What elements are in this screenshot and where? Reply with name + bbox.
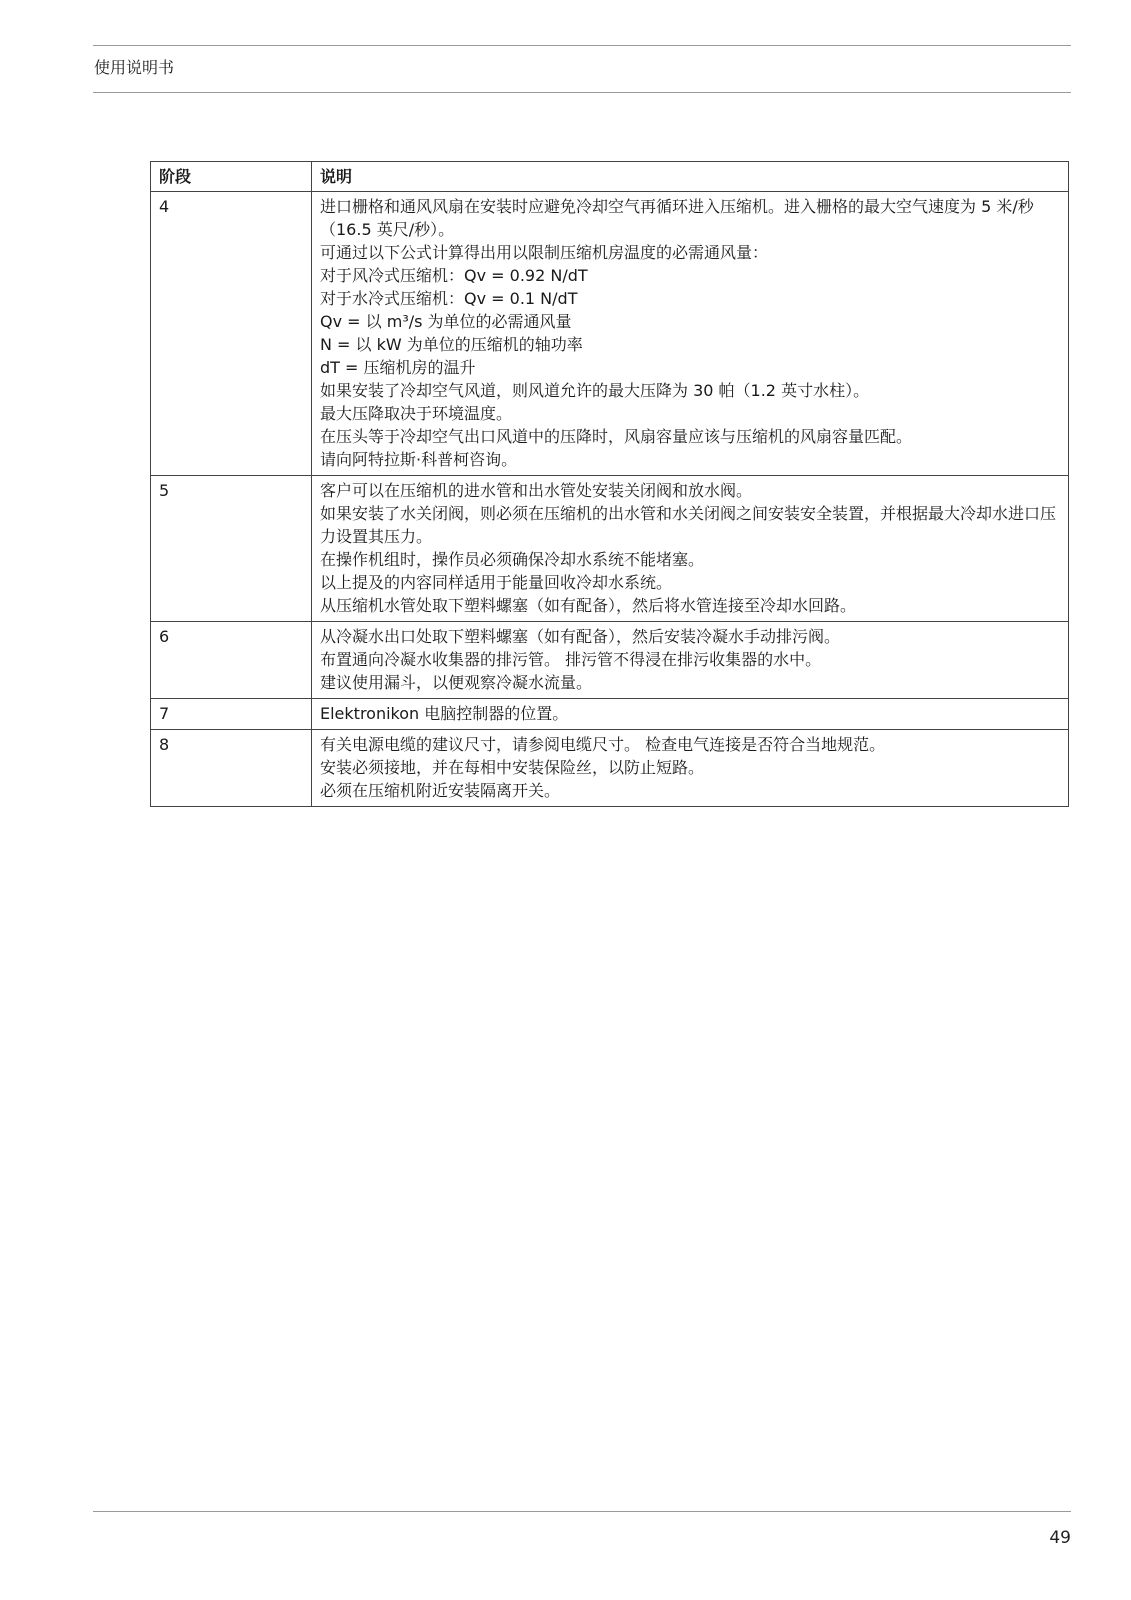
description-line: Qv = 以 m³/s 为单位的必需通风量 [320, 312, 572, 331]
column-header-stage: 阶段 [151, 162, 312, 192]
description-line: 在压头等于冷却空气出口风道中的压降时，风扇容量应该与压缩机的风扇容量匹配。 [320, 427, 913, 446]
description-line: 对于风冷式压缩机：Qv = 0.92 N/dT [320, 266, 588, 285]
stage-cell: 4 [151, 192, 312, 476]
stage-cell: 8 [151, 730, 312, 807]
description-line: 请向阿特拉斯·科普柯咨询。 [320, 450, 518, 469]
document-title: 使用说明书 [94, 58, 175, 77]
header-bottom-rule [93, 92, 1071, 93]
page-number: 49 [1049, 1528, 1071, 1548]
table-row [151, 622, 1069, 699]
table-row [151, 699, 1069, 730]
description-line: 安装必须接地，并在每相中安装保险丝，以防止短路。 [320, 758, 705, 777]
description-line: 以上提及的内容同样适用于能量回收冷却水系统。 [320, 573, 673, 592]
description-line: dT = 压缩机房的温升 [320, 358, 476, 377]
description-line: 对于水冷式压缩机：Qv = 0.1 N/dT [320, 289, 578, 308]
description-line: 在操作机组时，操作员必须确保冷却水系统不能堵塞。 [320, 550, 705, 569]
description-line: 建议使用漏斗，以便观察冷凝水流量。 [320, 673, 593, 692]
description-line: 从压缩机水管处取下塑料螺塞（如有配备），然后将水管连接至冷却水回路。 [320, 596, 857, 615]
description-cell [312, 622, 1069, 699]
description-line: N = 以 kW 为单位的压缩机的轴功率 [320, 335, 583, 354]
description-cell [312, 476, 1069, 622]
header-top-rule [93, 45, 1071, 46]
description-line: 必须在压缩机附近安装隔离开关。 [320, 781, 561, 800]
description-line: 最大压降取决于环境温度。 [320, 404, 513, 423]
table-row [151, 476, 1069, 622]
description-cell [312, 192, 1069, 476]
description-line: 进口栅格和通风风扇在安装时应避免冷却空气再循环进入压缩机。进入栅格的最大空气速度为 5 米/秒（16.5 英尺/秒）。 [320, 197, 1034, 239]
description-line: 布置通向冷凝水收集器的排污管。 排污管不得浸在排污收集器的水中。 [320, 650, 822, 669]
description-line: 有关电源电缆的建议尺寸，请参阅电缆尺寸。 检查电气连接是否符合当地规范。 [320, 735, 886, 754]
column-header-description: 说明 [312, 162, 1069, 192]
description-line: 如果安装了冷却空气风道，则风道允许的最大压降为 30 帕（1.2 英寸水柱）。 [320, 381, 870, 400]
table-header-row [151, 162, 1069, 192]
installation-steps-table [150, 161, 1069, 807]
stage-cell: 7 [151, 699, 312, 730]
description-cell [312, 699, 1069, 730]
footer-rule [93, 1511, 1071, 1512]
description-line: 可通过以下公式计算得出用以限制压缩机房温度的必需通风量： [320, 243, 769, 262]
description-line: Elektronikon 电脑控制器的位置。 [320, 704, 569, 723]
description-cell [312, 730, 1069, 807]
stage-cell: 5 [151, 476, 312, 622]
table-row [151, 730, 1069, 807]
description-line: 客户可以在压缩机的进水管和出水管处安装关闭阀和放水阀。 [320, 481, 753, 500]
stage-cell: 6 [151, 622, 312, 699]
description-line: 从冷凝水出口处取下塑料螺塞（如有配备），然后安装冷凝水手动排污阀。 [320, 627, 841, 646]
table-row [151, 192, 1069, 476]
description-line: 如果安装了水关闭阀，则必须在压缩机的出水管和水关闭阀之间安装安全装置，并根据最大冷却水进口压力设置其压力。 [320, 504, 1057, 546]
